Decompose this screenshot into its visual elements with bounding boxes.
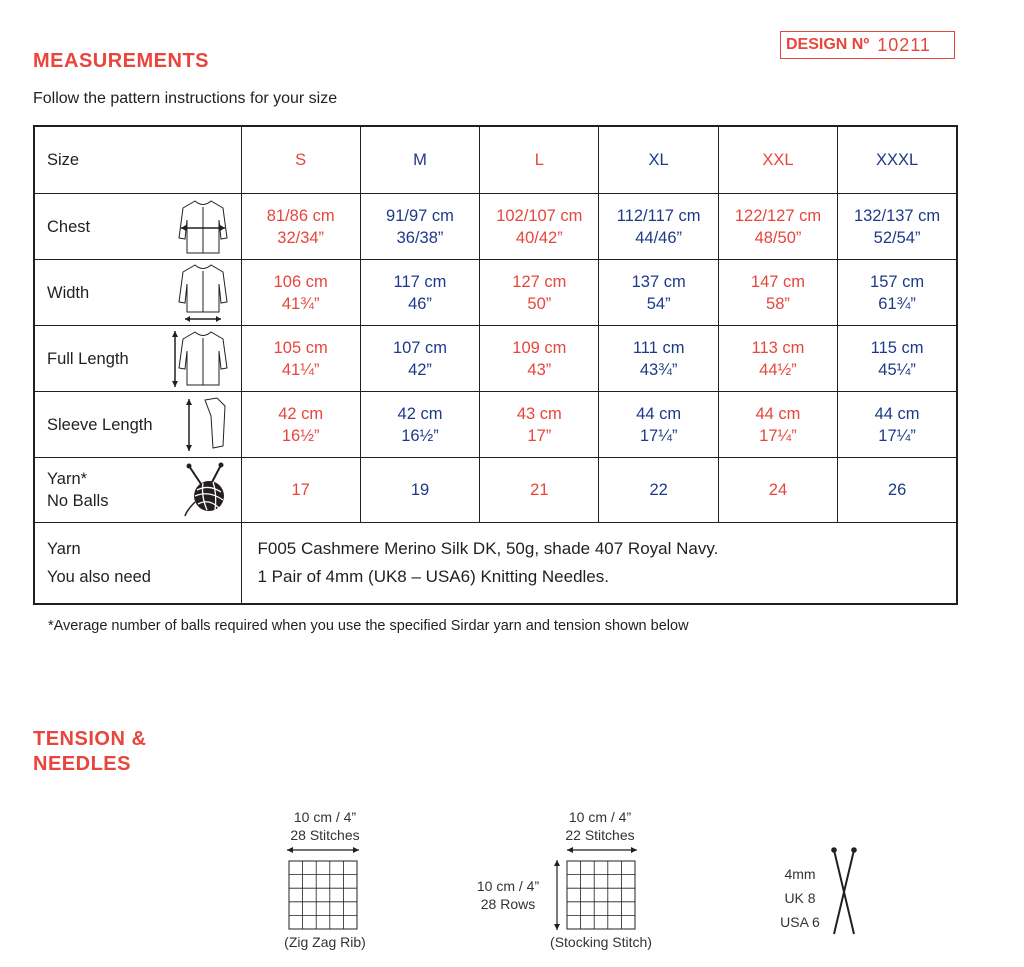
full-length-label: Full Length	[47, 349, 129, 368]
gauge1-width: 10 cm / 4”	[293, 809, 357, 825]
yarn-info-text	[241, 523, 957, 605]
gauge1-caption: (Zig Zag Rib)	[284, 934, 366, 950]
design-label: DESIGN Nº	[786, 36, 870, 53]
size-xxxl: XXXL	[838, 126, 957, 194]
yarn-balls-row	[34, 458, 957, 523]
sleeve-length-l: 43 cm 17”	[480, 392, 599, 458]
measurements-table	[33, 125, 958, 605]
yarn-ball-icon	[181, 462, 231, 518]
chest-label: Chest	[47, 217, 91, 236]
full-length-xxxl: 115 cm 45¼”	[838, 326, 957, 392]
sleeve-length-label: Sleeve Length	[47, 415, 153, 434]
gauge1-stitches: 28 Stitches	[290, 827, 360, 843]
size-label: Size	[47, 151, 80, 169]
yarn-label: Yarn	[47, 540, 81, 558]
balls-xxl: 24	[718, 458, 837, 523]
footnote: *Average number of balls required when you use the specified Sirdar yarn and tension shown below	[48, 618, 689, 634]
width-l: 127 cm 50”	[480, 260, 599, 326]
balls-m: 19	[360, 458, 479, 523]
gauge2-width: 10 cm / 4”	[568, 809, 632, 825]
gauge2-labels	[545, 808, 655, 844]
size-s: S	[241, 126, 360, 194]
sleeve-length-xxl: 44 cm 17¼”	[718, 392, 837, 458]
also-need-label: You also need	[47, 568, 151, 586]
sleeve-length-xxxl: 44 cm 17¼”	[838, 392, 957, 458]
yarn-info-labels	[34, 523, 241, 605]
balls-xxxl: 26	[838, 458, 957, 523]
full-length-row	[34, 326, 957, 392]
chest-xxxl: 132/137 cm 52/54”	[838, 194, 957, 260]
needles-text: 1 Pair of 4mm (UK8 – USA6) Knitting Needles.	[257, 567, 609, 586]
full-length-s: 105 cm 41¼”	[241, 326, 360, 392]
full-length-l: 109 cm 43”	[480, 326, 599, 392]
knitting-needles-icon	[826, 846, 862, 938]
width-label: Width	[47, 283, 90, 302]
needle-size-uk: UK 8	[784, 890, 816, 906]
design-number-box	[780, 31, 955, 59]
width-xxxl: 157 cm 61¾”	[838, 260, 957, 326]
needle-size-usa: USA 6	[780, 914, 820, 930]
gauge2-height: 10 cm / 4”	[476, 878, 540, 894]
full-length-xxl: 113 cm 44½”	[718, 326, 837, 392]
tension-needles-heading: TENSION & NEEDLES	[33, 728, 147, 775]
chest-row	[34, 194, 957, 260]
chest-xxl: 122/127 cm 48/50”	[718, 194, 837, 260]
gauge2-side-labels	[466, 877, 550, 913]
size-xxl: XXL	[718, 126, 837, 194]
chest-m: 91/97 cm 36/38”	[360, 194, 479, 260]
subtitle: Follow the pattern instructions for your size	[33, 90, 338, 107]
gauge2-caption-wrap	[536, 933, 666, 951]
chest-s: 81/86 cm 32/34”	[241, 194, 360, 260]
measurements-heading: MEASUREMENTS	[33, 50, 210, 72]
yarn-balls-label: Yarn* No Balls	[47, 470, 109, 510]
balls-l: 21	[480, 458, 599, 523]
gauge2-caption: (Stocking Stitch)	[550, 934, 652, 950]
full-length-xl: 111 cm 43¾”	[599, 326, 718, 392]
size-label-cell	[34, 126, 241, 194]
chest-l: 102/107 cm 40/42”	[480, 194, 599, 260]
sleeve-length-row	[34, 392, 957, 458]
size-m: M	[360, 126, 479, 194]
gauge1-labels	[270, 808, 380, 844]
sleeve-length-xl: 44 cm 17¼”	[599, 392, 718, 458]
gauge2-rows: 28 Rows	[480, 896, 536, 912]
gauge2-swatch-icon	[549, 844, 641, 934]
yarn-text: F005 Cashmere Merino Silk DK, 50g, shade 407 Royal Navy.	[257, 539, 719, 558]
width-s: 106 cm 41¾”	[241, 260, 360, 326]
width-label-cell	[34, 260, 241, 326]
chest-icon	[175, 198, 231, 256]
full-length-label-cell	[34, 326, 241, 392]
gauge2-stitches: 22 Stitches	[565, 827, 635, 843]
needle-size-mm: 4mm	[784, 866, 816, 882]
chest-xl: 112/117 cm 44/46”	[599, 194, 718, 260]
yarn-balls-label-cell	[34, 458, 241, 523]
yarn-info-row	[34, 523, 957, 605]
balls-s: 17	[241, 458, 360, 523]
sleeve-length-label-cell	[34, 392, 241, 458]
design-number: 10211	[877, 34, 931, 55]
gauge1-swatch-icon	[283, 844, 363, 934]
size-row	[34, 126, 957, 194]
width-m: 117 cm 46”	[360, 260, 479, 326]
chest-label-cell	[34, 194, 241, 260]
full-length-m: 107 cm 42”	[360, 326, 479, 392]
gauge1-caption-wrap	[265, 933, 385, 951]
balls-xl: 22	[599, 458, 718, 523]
width-xxl: 147 cm 58”	[718, 260, 837, 326]
width-xl: 137 cm 54”	[599, 260, 718, 326]
sleeve-length-s: 42 cm 16½”	[241, 392, 360, 458]
size-l: L	[480, 126, 599, 194]
full-length-icon	[169, 328, 231, 390]
sleeve-length-icon	[183, 396, 231, 454]
needle-labels	[775, 862, 825, 934]
width-row	[34, 260, 957, 326]
size-xl: XL	[599, 126, 718, 194]
width-icon	[175, 262, 231, 324]
sleeve-length-m: 42 cm 16½”	[360, 392, 479, 458]
